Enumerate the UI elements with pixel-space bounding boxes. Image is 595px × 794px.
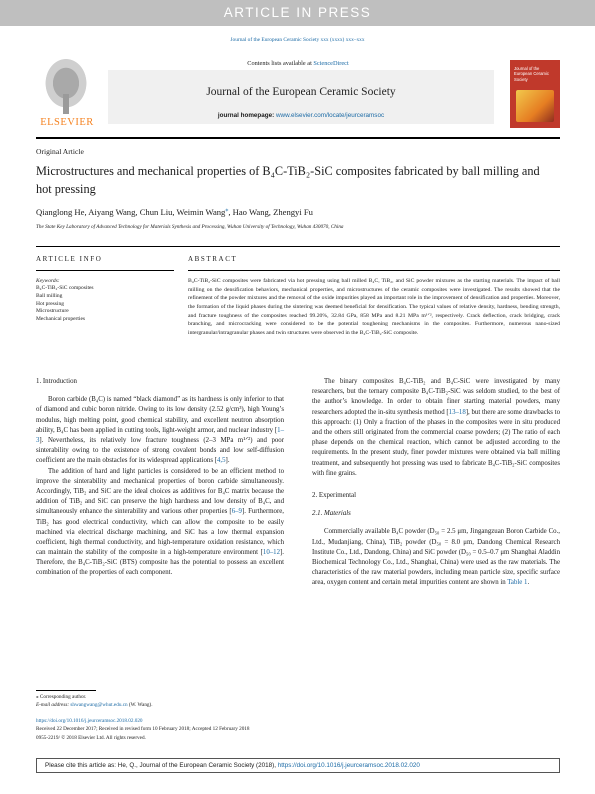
publication-info [36, 717, 250, 742]
copyright: 0955-2219/ © 2018 Elsevier Ltd. All rights reserved. [36, 734, 146, 741]
doi-link[interactable]: https://doi.org/10.1016/j.jeurceramsoc.2018.02.020 [36, 718, 143, 724]
email-label: E-mail address: [36, 702, 71, 709]
contents-line [36, 60, 560, 67]
corresponding-author-note: ⁎ Corresponding author. [36, 694, 87, 700]
email-link[interactable]: shwangwang@whut.edu.cn [70, 702, 128, 709]
keyword: Ball milling [36, 292, 63, 299]
info-divider-top [36, 246, 560, 247]
journal-title: Journal of the European Ceramic Society [206, 86, 396, 98]
body-column-left [36, 377, 284, 579]
citation-text: Please cite this article as: He, Q., Journal of the European Ceramic Society (2018), [45, 762, 278, 769]
citation-link[interactable]: 1–3 [36, 426, 284, 445]
citation-link[interactable]: 4,5 [216, 457, 226, 465]
abstract-heading: ABSTRACT [188, 255, 238, 263]
publisher-name: ELSEVIER [40, 117, 94, 128]
experimental-heading: 2. Experimental [312, 491, 357, 499]
materials-heading: 2.1. Materials [312, 510, 351, 518]
contents-prefix: Contents lists available at [247, 60, 314, 67]
intro-paragraph-3: The binary composites B₄C-TiB₂ and B₄C-SiC were investigated by many researchers, but the ternary composite B₄C-TiB₂-SiC was seldom studied, to the best of the author’s knowledge. In order to obtain finer starting material powders, many researchers adopted the in-situ synthesis method [13–18], but there are some drawbacks to this approach: (1) Only a fraction of the phases in the composites were in situ produced and the others still originated from the commercial coarse powders; (2) The ratio of each phase depends on the chemical reaction, which cannot be adjusted according to the requirements. In the present study, finer powder mixtures were obtained via ball milling treatment, and subsequently hot pressing was used to fabricate B₄C-TiB₂-SiC composites with fine grains. [312, 378, 560, 477]
introduction-heading: 1. Introduction [36, 378, 77, 385]
homepage-link[interactable]: www.elsevier.com/locate/jeurceramsoc [275, 112, 385, 119]
authors-before: Qianglong He, Aiyang Wang, Chun Liu, Weimin Wang [36, 206, 226, 217]
journal-homepage [108, 112, 494, 119]
tree-trunk [63, 94, 69, 114]
citation-link[interactable]: 13–18 [448, 408, 466, 416]
received-dates: Received 22 December 2017; Received in revised form 10 February 2018; Accepted 12 February 2018 [36, 726, 250, 733]
info-divider [36, 270, 174, 271]
affiliation: The State Key Laboratory of Advanced Technology for Materials Synthesis and Processing, Wuhan University of Technology, Wuhan 430070, China [36, 224, 344, 230]
citation-bar [36, 758, 560, 773]
citation-doi-link[interactable]: https://doi.org/10.1016/j.jeurceramsoc.2018.02.020 [277, 762, 420, 769]
email-line: E-mail address: shwangwang@whut.edu.cn (W. Wang). [36, 702, 153, 709]
keyword: B₄C-TiB₂-SiC composites [36, 285, 94, 291]
footnote-divider [36, 690, 96, 691]
keywords-label: Keywords: [36, 278, 60, 284]
article-type: Original Article [36, 147, 84, 156]
intro-paragraph-2: The addition of hard and light particles is considered to be an efficient method to improve the sinterability and mechanical properties of boron carbide simultaneously. Accordingly, TiB₂ and SiC are the ideal choices as additives for B₄C matrix because the addition of TiB₂ and SiC can preserve the high hardness and low density of B₄C, and simultaneously enhance the sinterability and various other properties [6–9]. Furthermore, TiB₂ has good electrical conductivity, which can allow the composite to be easily machined via electrical discharge machining, and SiC has a low thermal expansion coefficient, high thermal conductivity, and high-temperature oxidation resistance, which can maintain the stability of the composite in a high-temperature environment [10–12]. Therefore, the B₄C-TiB₂-SiC (BTS) composite has the potential to possess an excellent combination of the properties of each component. [36, 467, 284, 577]
header-divider [36, 137, 560, 139]
body-column-right [312, 377, 560, 589]
spacer [312, 479, 560, 491]
citation-link[interactable]: 6–9 [231, 508, 242, 516]
footnotes [36, 693, 153, 710]
intro-paragraph-1: Boron carbide (B₄C) is named “black diamond” as its hardness is only inferior to that of diamond and cubic boron nitride. Owing to its low density (2.52 g/cm³), high Young’s modulus, high melting point, good chemical stability, and excellent neutron absorption ability, B₄C has been applied in cutting tools, light-weight armor, and nuclear industry [1–3]. Nevertheless, its relatively low fracture toughness (2–3 MPa m¹ᐟ²) and poor sinterability owing to the existence of strong covalent bonds and low self-diffusion coefficient are the main obstacles for its widespread applications [4,5]. [36, 396, 284, 465]
sciencedirect-link[interactable]: ScienceDirect [313, 60, 349, 67]
article-title: Microstructures and mechanical properties of B₄C-TiB₂-SiC composites fabricated by ball milling and hot pressing [36, 164, 540, 196]
abstract-text: B₄C-TiB₂-SiC composites were fabricated via hot pressing using ball milled B₄C, TiB₂, and SiC powder mixtures as the starting materials. The impact of ball milling on the densification behaviors, mechanical properties, and microstructures of the ceramic composites were investigated. The results showed that the refinement of the powder mixtures and the removal of the oxide impurities played an important role in the improvement of densification and properties. Moreover, the formation of the liquid phases during the sintering was deemed beneficial for densification. The typical values of relative density, hardness, bending strength, and fracture toughness of the composites reached 99.20%, 32.84 GPa, 858 MPa and 8.21 MPa m¹ᐟ², respectively. Crack deflection, crack bridging, crack branching, and microcracking were considered to be the potential toughening mechanisms in the composites. Furthermore, numerous nano-sized intergranular/intragranular phases and twin structures were observed in the B₄C-TiB₂-SiC composite. [188, 278, 560, 336]
cover-title: Journal of the European Ceramic Society [514, 66, 549, 82]
homepage-label: journal homepage: [217, 112, 276, 119]
article-info-heading: ARTICLE INFO [36, 255, 103, 263]
abstract-divider [188, 270, 560, 271]
citation-link[interactable]: 10–12 [262, 549, 280, 557]
keyword: Microstructure [36, 308, 69, 315]
journal-reference-top[interactable]: Journal of the European Ceramic Society xxx (xxxx) xxx–xxx [230, 37, 365, 43]
keyword: Hot pressing [36, 300, 64, 307]
elsevier-logo[interactable] [36, 58, 96, 130]
article-in-press-banner: ARTICLE IN PRESS [0, 0, 595, 26]
keywords-list [36, 285, 94, 324]
journal-cover-thumbnail[interactable] [510, 60, 560, 128]
table-link[interactable]: Table 1 [507, 579, 528, 587]
materials-paragraph: Commercially available B₄C powder (D₅₀ = 2.5 μm, Jingangzuan Boron Carbide Co., Ltd., Mudanjiang, China), TiB₂ powder (D₅₀ = 8.0 μm, Dandong Chemical Research Institute Co., Ltd., Dandong, China) and SiC powder (D₅₀ = 0.5–0.7 μm Shanghai Aladdin Biochemical Technology Co., Ltd., Shanghai, China) were used as the raw materials. The characteristics of the raw material powders, including mean particle size, specific surface area, oxygen content and certain metal impurities content are shown in Table 1. [312, 528, 560, 587]
author-list [36, 206, 313, 217]
keyword: Mechanical properties [36, 316, 86, 323]
cover-image [516, 90, 554, 122]
corresponding-author-marker[interactable]: ⁎ [225, 207, 229, 213]
authors-after: , Hao Wang, Zhengyi Fu [228, 206, 313, 217]
journal-header [36, 56, 560, 130]
